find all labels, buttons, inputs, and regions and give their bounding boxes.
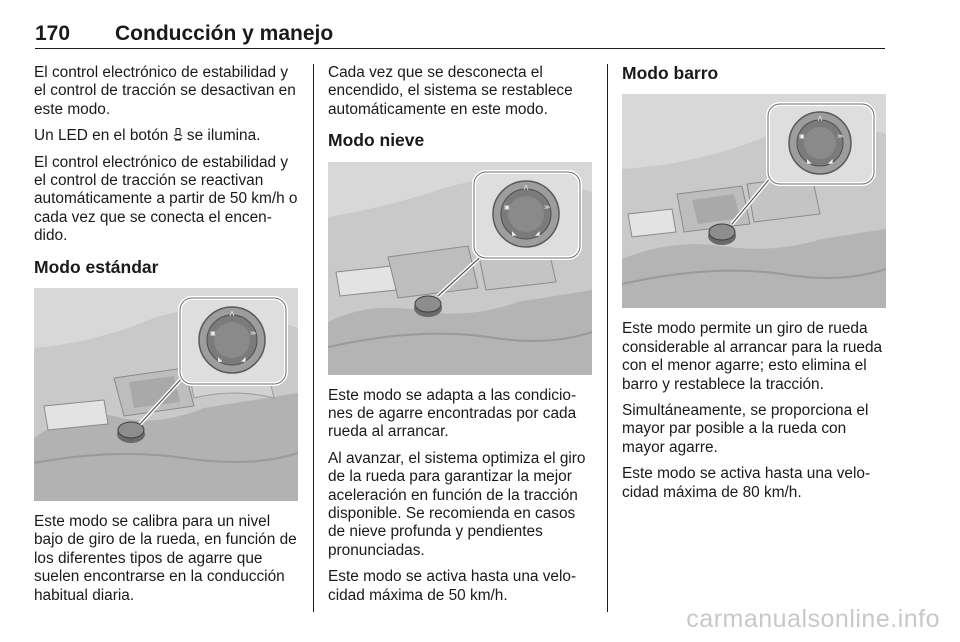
svg-text:◢: ◢: [241, 357, 246, 364]
svg-text:Λ: Λ: [817, 116, 823, 124]
text-run: se ilumina.: [182, 127, 261, 145]
paragraph: El control electrónico de estabilidad y el control de tracción se reactivan automáticamente a partir de 50 km/h o cada vez que se conecta el encen- dido.: [34, 153, 298, 245]
paragraph: Este modo se adapta a las condicio- nes de agarre encontradas por cada rueda al arrancar.: [328, 386, 577, 441]
page-number: 170: [35, 22, 71, 45]
svg-text:▣: ▣: [504, 204, 510, 211]
column-1: [34, 64, 300, 613]
paragraph: Este modo se activa hasta una velo- cidad máxima de 50 km/h.: [328, 568, 577, 604]
paragraph: Este modo se calibra para un nivel bajo de giro de la rueda, en función de los diferentes tipos de agarre que suelen encontrarse en la conducción habitual diaria.: [34, 513, 297, 604]
svg-text:▣: ▣: [799, 134, 805, 141]
text-run: Un LED en el botón: [34, 127, 173, 145]
paragraph: Cada vez que se desconecta el encendido, el sistema se restablece automáticamente en este modo.: [328, 64, 573, 118]
section-heading: Modo estándar: [34, 256, 159, 277]
svg-text:≫: ≫: [544, 204, 551, 211]
svg-text:◣: ◣: [512, 230, 517, 237]
paragraph: El control electrónico de estabilidad y el control de tracción se desactivan en este modo.: [34, 64, 296, 118]
svg-text:Λ: Λ: [229, 311, 235, 319]
svg-text:◣: ◣: [807, 159, 812, 166]
paragraph: [34, 127, 300, 145]
section-heading: Modo nieve: [328, 130, 425, 151]
page-header: [35, 18, 885, 49]
console-knob-illustration-snow: [328, 162, 592, 375]
svg-text:≫: ≫: [250, 331, 257, 338]
console-knob-illustration-standard: [34, 288, 298, 501]
chapter-title: Conducción y manejo: [115, 22, 334, 45]
paragraph: Simultáneamente, se proporciona el mayor par posible a la rueda con mayor agarre.: [622, 402, 869, 456]
svg-text:Λ: Λ: [523, 184, 529, 192]
paragraph: Este modo permite un giro de rueda considerable al arrancar para la rueda con el menor agarre; esto elimina el barro y restablece la tracción.: [622, 320, 883, 393]
column-2: [328, 64, 594, 613]
svg-text:◢: ◢: [535, 230, 540, 237]
paragraph: Al avanzar, el sistema optimiza el giro de la rueda para garantizar la mejor aceleración en función de la tracción disponible. Se recomienda en casos de nieve profunda y pendientes pronunciadas.: [328, 449, 586, 559]
svg-text:◢: ◢: [828, 159, 833, 166]
column-3: [622, 64, 888, 510]
traction-off-icon: [173, 128, 183, 142]
console-knob-illustration-mud: [622, 94, 886, 308]
column-divider: [607, 64, 608, 612]
watermark: carmanualsonline.info: [686, 605, 940, 633]
svg-text:▣: ▣: [210, 331, 216, 338]
svg-text:◣: ◣: [218, 357, 223, 364]
column-divider: [313, 64, 314, 612]
paragraph: Este modo se activa hasta una velo- cidad máxima de 80 km/h.: [622, 465, 871, 501]
svg-text:≫: ≫: [837, 134, 844, 141]
section-heading: Modo barro: [622, 63, 719, 83]
